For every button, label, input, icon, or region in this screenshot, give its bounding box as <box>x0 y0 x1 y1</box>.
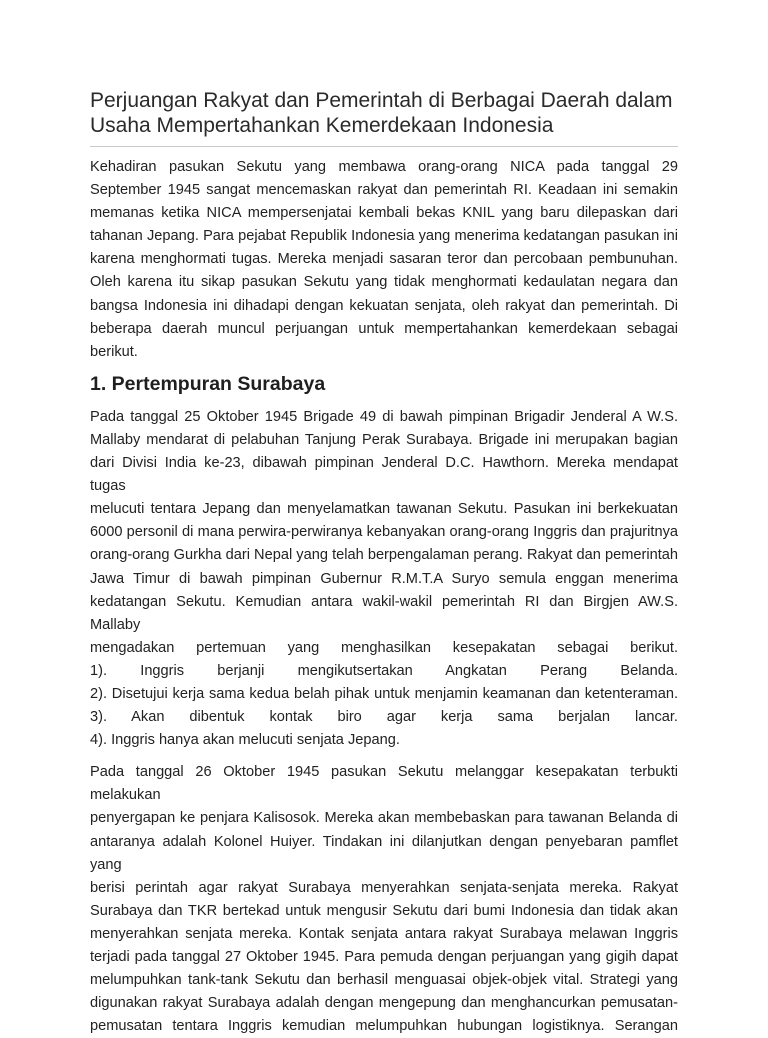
paragraph-line: Mallaby mendarat di pelabuhan Tanjung Perak Surabaya. Brigade ini merupakan bagian <box>90 431 678 448</box>
paragraph-line: pemusatan tentara Inggris kemudian melumpuhkan hubungan logistiknya. Serangan <box>90 1018 678 1035</box>
paragraph-line: penyergapan ke penjara Kalisosok. Mereka akan membebaskan para tawanan Belanda di <box>90 810 678 827</box>
paragraph-line: Surabaya dan TKR bertekad untuk mengusir Sekutu dari bumi Indonesia dan tidak akan <box>90 902 678 919</box>
section-heading: 1. Pertempuran Surabaya <box>90 372 326 395</box>
paragraph-line: menyerahkan senjata mereka. Kontak senjata antara rakyat Surabaya melawan Inggris <box>90 925 678 942</box>
paragraph-line: 6000 personil di mana perwira-perwiranya kebanyakan orang-orang Inggris dan prajuritnya <box>90 524 678 541</box>
page-title: Perjuangan Rakyat dan Pemerintah di Berbagai Daerah dalam Usaha Mempertahankan Kemerdekaan Indonesia <box>90 88 678 147</box>
agreement-item: 2). Disetujui kerja sama kedua belah pihak untuk menjamin keamanan dan ketenteraman. <box>90 685 678 702</box>
paragraph-line: orang-orang Gurkha dari Nepal yang telah berpengalaman perang. Rakyat dan pemerintah <box>90 547 678 564</box>
agreement-item: 4). Inggris hanya akan melucuti senjata Jepang. <box>90 732 400 749</box>
agreement-item: 1). Inggris berjanji mengikutsertakan Angkatan Perang Belanda. <box>90 662 678 679</box>
section-paragraph-1 <box>90 406 678 752</box>
paragraph-line: kedatangan Sekutu. Kemudian antara wakil-wakil pemerintah RI dan Birgjen AW.S. Mallaby <box>90 593 678 633</box>
paragraph-line: Jawa Timur di bawah pimpinan Gubernur R.M.T.A Suryo semula enggan menerima <box>90 570 678 587</box>
paragraph-line: Pada tanggal 26 Oktober 1945 pasukan Sekutu melanggar kesepakatan terbukti melakukan <box>90 764 678 804</box>
agreement-item: 3). Akan dibentuk kontak biro agar kerja sama berjalan lancar. <box>90 709 678 726</box>
paragraph-line: antaranya adalah Kolonel Huiyer. Tindakan ini dilanjutkan dengan penyebaran pamflet yang <box>90 833 678 873</box>
paragraph-line: digunakan rakyat Surabaya adalah dengan mengepung dan menghancurkan pemusatan- <box>90 995 678 1012</box>
paragraph-line: melucuti tentara Jepang dan menyelamatkan tawanan Sekutu. Pasukan ini berkekuatan <box>90 501 678 518</box>
intro-paragraph: Kehadiran pasukan Sekutu yang membawa orang-orang NICA pada tanggal 29 September 1945 sangat mencemaskan rakyat dan pemerintah RI. Keadaan ini semakin memanas ketika NICA mempersenjatai kembali bekas KNIL yang baru dilepaskan dari tahanan Jepang. Para pejabat Republik Indonesia yang menerima kedatangan pasukan ini karena menghormati tugas. Mereka menjadi sasaran teror dan percobaan pembunuhan. Oleh karena itu sikap pasukan Sekutu yang tidak menghormati kedaulatan negara dan bangsa Indonesia ini dihadapi dengan kekuatan senjata, oleh rakyat dan pemerintah. Di beberapa daerah muncul perjuangan untuk mempertahankan kemerdekaan sebagai berikut. <box>90 159 678 360</box>
paragraph-line: mengadakan pertemuan yang menghasilkan kesepakatan sebagai berikut. <box>90 639 678 656</box>
paragraph-line: melumpuhkan tank-tank Sekutu dan berhasil menguasai objek-objek vital. Strategi yang <box>90 972 678 989</box>
paragraph-line: Pada tanggal 25 Oktober 1945 Brigade 49 di bawah pimpinan Brigadir Jenderal A W.S. <box>90 408 678 425</box>
paragraph-line: terjadi pada tanggal 27 Oktober 1945. Para pemuda dengan perjuangan yang gigih dapat <box>90 949 678 965</box>
document-page <box>90 88 678 1038</box>
paragraph-line: berisi perintah agar rakyat Surabaya menyerahkan senjata-senjata mereka. Rakyat <box>90 879 678 896</box>
paragraph-line: dari Divisi India ke-23, dibawah pimpinan Jenderal D.C. Hawthorn. Mereka mendapat tugas <box>90 455 678 495</box>
section-paragraph-2 <box>90 761 678 1038</box>
